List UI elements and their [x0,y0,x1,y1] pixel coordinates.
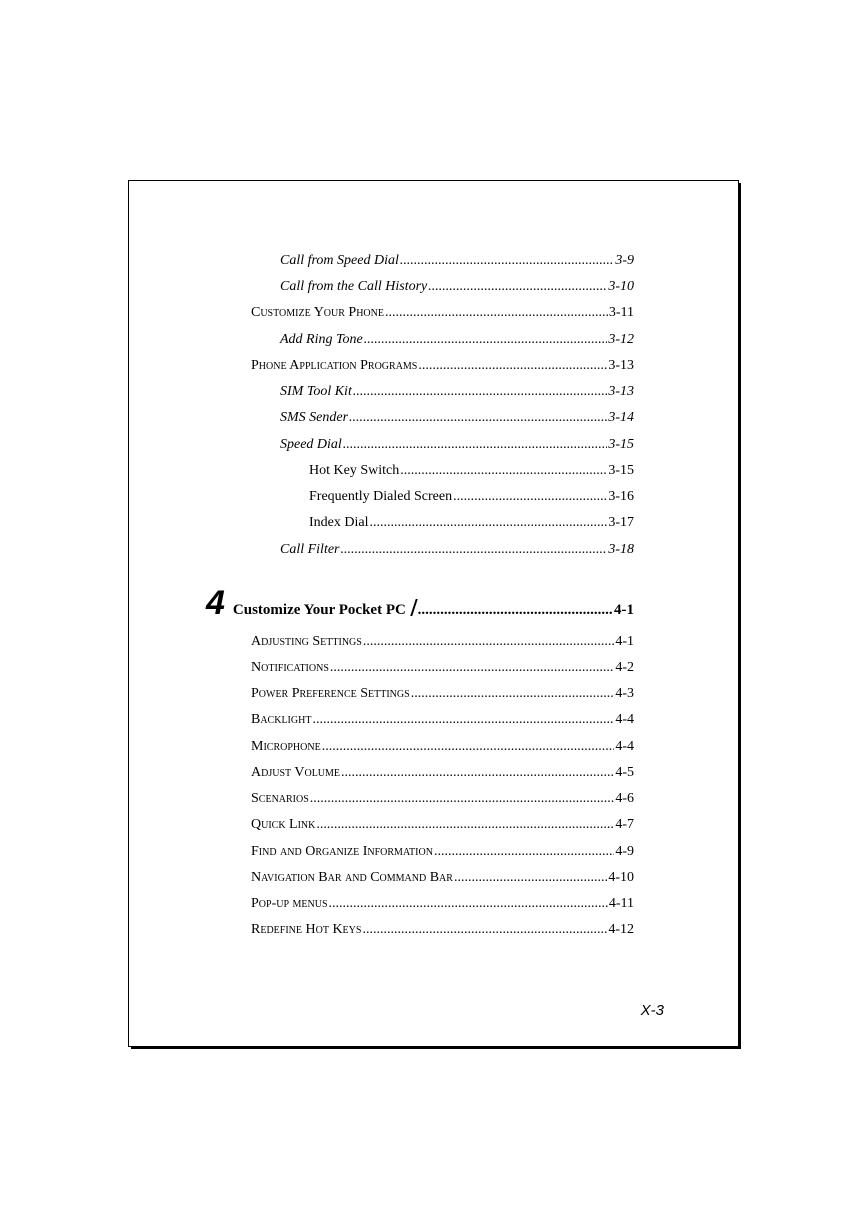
toc-entry[interactable] [251,738,634,756]
toc-entry-title: Phone Application Programs [251,358,418,373]
toc-entry-title: Index Dial [309,515,369,530]
toc-leader-dots [341,541,608,559]
chapter-heading[interactable] [206,586,634,620]
toc-entry-page: 4-10 [608,870,634,885]
toc-entry-page: 3-9 [615,253,634,268]
toc-entry-title: Call Filter [280,542,340,557]
toc-entry-title: Call from Speed Dial [280,253,399,268]
toc-entry-title: Add Ring Tone [280,332,363,347]
toc-entry-title: Quick Link [251,817,316,832]
toc-entry-title: Call from the Call History [280,279,428,294]
toc-entry-title: Adjust Volume [251,765,341,780]
toc-leader-dots [329,895,608,913]
toc-entry[interactable] [280,436,634,454]
toc-leader-dots [411,685,615,703]
toc-entry[interactable] [309,514,634,532]
toc-leader-dots [362,921,607,939]
toc-leader-dots [400,252,614,270]
toc-leader-dots [453,488,607,506]
toc-entry-title: Backlight [251,712,312,727]
toc-leader-dots [312,711,614,729]
toc-entry-page: 4-5 [615,765,634,780]
toc-leader-dots [434,843,614,861]
toc-leader-dots [363,633,614,651]
toc-entry-title: Power Preference Settings [251,686,410,701]
toc-entry-page: 4-1 [615,634,634,649]
toc-leader-dots [428,278,607,296]
slash-bar-icon [410,599,417,616]
toc-entry[interactable] [280,278,634,296]
toc-entry-title: Scenarios [251,791,309,806]
toc-entry-page: 3-14 [608,410,634,425]
toc-entry-page: 3-15 [608,437,634,452]
toc-leader-dots [310,790,615,808]
toc-leader-dots [330,659,614,677]
toc-entry-title: Hot Key Switch [309,463,400,478]
toc-entry[interactable] [251,633,634,651]
toc-entry-title: Navigation Bar and Command Bar [251,870,453,885]
toc-entry[interactable] [251,659,634,677]
toc-entry[interactable] [251,304,634,322]
toc-leader-dots [454,869,607,887]
toc-leader-dots [418,357,607,375]
toc-entry-page: 3-13 [608,384,634,399]
toc-entry-title: Microphone [251,739,321,754]
toc-leader-dots [385,304,608,322]
toc-entry[interactable] [251,685,634,703]
toc-entry-page: 3-12 [608,332,634,347]
toc-entry[interactable] [280,252,634,270]
toc-leader-dots [322,738,615,756]
toc-leader-dots [369,514,607,532]
toc-leader-dots [400,462,607,480]
toc-entry-title: SMS Sender [280,410,349,425]
toc-entry[interactable] [280,541,634,559]
toc-entry-title: Pop-up menus [251,896,328,911]
toc-entry-title: Speed Dial [280,437,342,452]
toc-entry[interactable] [251,816,634,834]
toc-leader-dots [343,436,608,454]
toc-entry-page: 4-12 [608,922,634,937]
toc-entry-title: Adjusting Settings [251,634,362,649]
toc-entry-page: 3-11 [608,305,634,320]
toc-entry-title: Frequently Dialed Screen [309,489,453,504]
toc-entry-title: SIM Tool Kit [280,384,352,399]
toc-entry[interactable] [280,383,634,401]
toc-entry-page: 4-11 [608,896,634,911]
toc-entry[interactable] [251,357,634,375]
toc-entry-page: 3-15 [608,463,634,478]
toc-entry-page: 4-6 [615,791,634,806]
toc-leader-dots [341,764,614,782]
chapter-title: Customize Your Pocket PC [232,602,406,618]
toc-entry[interactable] [280,409,634,427]
toc-leader-dots [418,602,613,619]
toc-entry-page: 3-18 [608,542,634,557]
toc-entry[interactable] [251,764,634,782]
chapter-page: 4-1 [614,602,634,618]
toc-entry[interactable] [251,843,634,861]
toc-entry-page: 3-13 [608,358,634,373]
toc-entry-title: Redefine Hot Keys [251,922,362,937]
toc-entry-page: 3-10 [608,279,634,294]
page-number: X-3 [640,1002,664,1019]
toc-entry-page: 4-4 [615,712,634,727]
toc-entry[interactable] [251,895,634,913]
toc-entry[interactable] [251,790,634,808]
toc-leader-dots [364,331,608,349]
toc-entry-page: 3-17 [608,515,634,530]
toc-entry-page: 4-2 [615,660,634,675]
toc-entry[interactable] [309,488,634,506]
toc-leader-dots [316,816,614,834]
toc-entry-title: Notifications [251,660,329,675]
toc-entry[interactable] [309,462,634,480]
toc-entry-title: Customize Your Phone [251,305,384,320]
toc-entry-page: 3-16 [608,489,634,504]
toc-entry-page: 4-4 [615,739,634,754]
toc-entry[interactable] [251,869,634,887]
toc-entry[interactable] [251,921,634,939]
toc-leader-dots [349,409,607,427]
toc-entry[interactable] [251,711,634,729]
toc-entry-page: 4-7 [615,817,634,832]
toc-entry[interactable] [280,331,634,349]
toc-entry-page: 4-3 [615,686,634,701]
toc-entry-page: 4-9 [615,844,634,859]
chapter-number: 4 [206,584,225,622]
toc-entry-title: Find and Organize Information [251,844,433,859]
toc-leader-dots [353,383,607,401]
